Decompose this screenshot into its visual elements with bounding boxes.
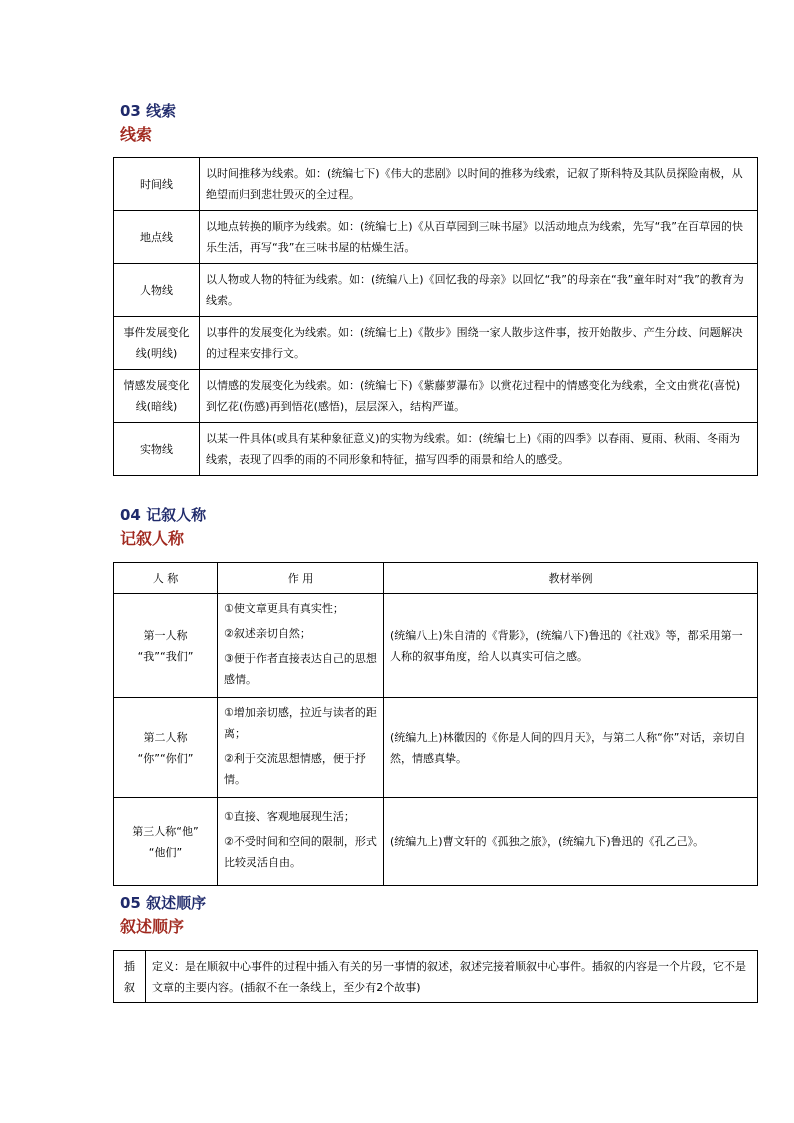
clue-type: 时间线 <box>114 158 200 211</box>
clue-type: 地点线 <box>114 211 200 264</box>
person-cell <box>114 798 218 886</box>
clue-type: 事件发展变化线(明线) <box>114 317 200 370</box>
clue-description: 以事件的发展变化为线索。如：(统编七上)《散步》围绕一家人散步这件事，按开始散步、产生分歧、问题解决的过程来安排行文。 <box>200 317 758 370</box>
person-pronoun: “你”“你们” <box>137 751 194 765</box>
effect-item: ②利于交流思想情感，便于抒情。 <box>224 751 366 786</box>
effect-item: ①增加亲切感，拉近与读者的距离； <box>224 705 377 740</box>
section-5-subtitle: 叙述顺序 <box>120 917 185 936</box>
clue-type: 情感发展变化线(暗线) <box>114 370 200 423</box>
narrative-order-table <box>113 950 758 1003</box>
narrative-person-table <box>113 562 758 886</box>
column-header: 教材举例 <box>384 563 758 594</box>
example-cell: (统编九上)曹文轩的《孤独之旅》，(统编九下)鲁迅的《孔乙己》。 <box>384 798 758 886</box>
person-label: 第二人称 <box>143 730 188 744</box>
clue-description: 以时间推移为线索。如：(统编七下)《伟大的悲剧》以时间的推移为线索，记叙了斯科特及其队员探险南极，从绝望而归到悲壮毁灭的全过程。 <box>200 158 758 211</box>
clue-type: 人物线 <box>114 264 200 317</box>
clue-table <box>113 157 758 476</box>
section-3-subtitle: 线索 <box>120 125 153 144</box>
table-row <box>114 423 758 476</box>
section-4-number-title: 04 记叙人称 <box>120 506 207 524</box>
clue-description: 以人物或人物的特征为线索。如：(统编八上)《回忆我的母亲》以回忆“我”的母亲在“我”童年时对“我”的教育为线索。 <box>200 264 758 317</box>
effect-item: ②叙述亲切自然； <box>224 626 311 640</box>
table-row <box>114 317 758 370</box>
table-row <box>114 264 758 317</box>
order-type: 插叙 <box>114 951 146 1003</box>
example-cell: (统编九上)林徽因的《你是人间的四月天》，与第二人称“你”对话，亲切自然，情感真挚。 <box>384 698 758 798</box>
table-header-row <box>114 563 758 594</box>
clue-description: 以情感的发展变化为线索。如：(统编七下)《紫藤萝瀑布》以赏花过程中的情感变化为线索，全文由赏花(喜悦)到忆花(伤感)再到悟花(感悟)，层层深入，结构严谨。 <box>200 370 758 423</box>
effects-cell <box>218 798 384 886</box>
table-row <box>114 698 758 798</box>
column-header: 作 用 <box>218 563 384 594</box>
person-pronoun: “他们” <box>148 845 183 859</box>
effect-item: ②不受时间和空间的限制，形式比较灵活自由。 <box>224 835 377 869</box>
person-pronoun: “我”“我们” <box>137 649 194 663</box>
effect-item: ③便于作者直接表达自己的思想感情。 <box>224 651 377 686</box>
person-label: 第三人称“他” <box>132 824 199 838</box>
person-cell <box>114 698 218 798</box>
section-3-number-title: 03 线索 <box>120 102 177 120</box>
table-row <box>114 158 758 211</box>
section-4-subtitle: 记叙人称 <box>120 529 185 548</box>
table-row <box>114 951 758 1003</box>
effects-cell <box>218 594 384 698</box>
order-description: 定义：是在顺叙中心事件的过程中插入有关的另一事情的叙述，叙述完接着顺叙中心事件。插叙的内容是一个片段，它不是文章的主要内容。(插叙不在一条线上，至少有2个故事) <box>146 951 758 1003</box>
column-header: 人 称 <box>114 563 218 594</box>
table-row <box>114 211 758 264</box>
person-label: 第一人称 <box>143 628 188 642</box>
table-row <box>114 798 758 886</box>
clue-type: 实物线 <box>114 423 200 476</box>
table-row <box>114 594 758 698</box>
example-cell: (统编八上)朱自清的《背影》，(统编八下)鲁迅的《社戏》等，都采用第一人称的叙事角度，给人以真实可信之感。 <box>384 594 758 698</box>
clue-description: 以某一件具体(或具有某种象征意义)的实物为线索。如：(统编七上)《雨的四季》以春雨、夏雨、秋雨、冬雨为线索，表现了四季的雨的不同形象和特征，描写四季的雨景和给人的感受。 <box>200 423 758 476</box>
effect-item: ①使文章更具有真实性； <box>224 601 344 615</box>
person-cell <box>114 594 218 698</box>
clue-description: 以地点转换的顺序为线索。如：(统编七上)《从百草园到三味书屋》以活动地点为线索，先写“我”在百草园的快乐生活，再写“我”在三味书屋的枯燥生活。 <box>200 211 758 264</box>
effect-item: ①直接、客观地展现生活； <box>224 810 355 823</box>
table-row <box>114 370 758 423</box>
effects-cell <box>218 698 384 798</box>
section-5-number-title: 05 叙述顺序 <box>120 894 207 912</box>
